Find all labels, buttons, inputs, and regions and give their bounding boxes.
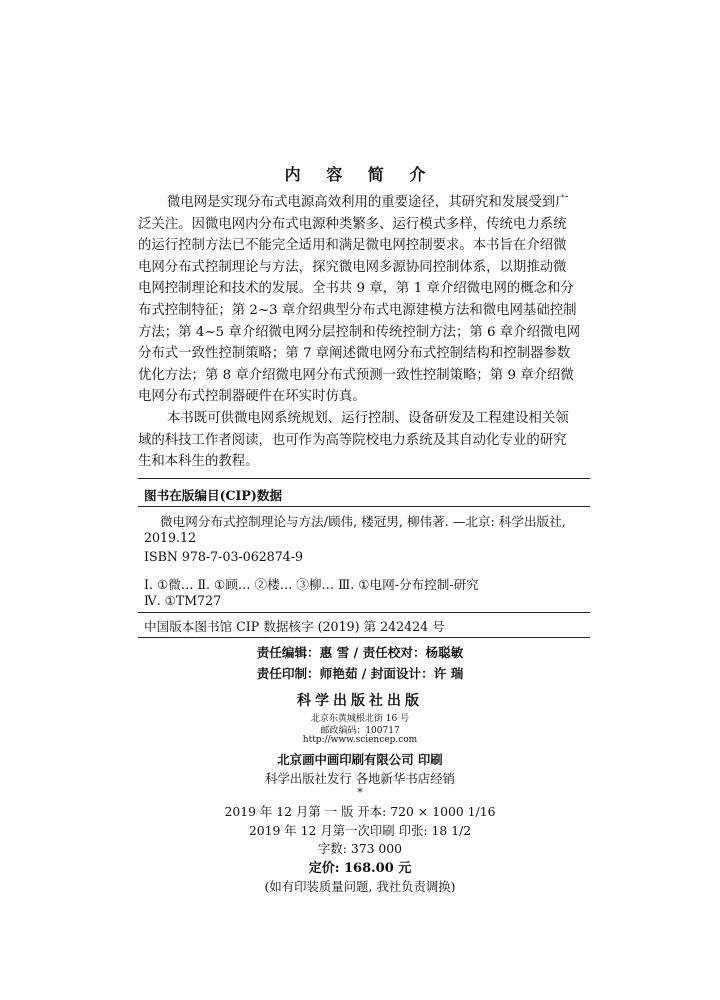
cip-library-record: 中国版本图书馆 CIP 数据核字 (2019) 第 242424 号 (144, 619, 445, 634)
abstract-line: 生和本科生的教程。 (138, 454, 259, 470)
abstract-line: 电网分布式控制理论与方法，探究微电网多源协同控制体系，以期推动微 (138, 259, 567, 275)
cip-citation-year: 2019.12 (144, 530, 197, 545)
abstract-line: 域的科技工作者阅读，也可作为高等院校电力系统及其自动化专业的研究 (138, 432, 567, 448)
cip-citation: 微电网分布式控制理论与方法/顾伟, 楼冠男, 柳伟著. —北京: 科学出版社, (160, 514, 566, 529)
abstract-line: 电网控制理论和技术的发展。全书共 9 章，第 1 章介绍微电网的概念和分 (138, 281, 574, 297)
credits-editors: 责任编辑：惠 雪 / 责任校对：杨聪敏 (256, 645, 464, 660)
cip-block (138, 478, 590, 638)
impression-info: 2019 年 12 月第一次印刷 印张: 18 1/2 (248, 823, 472, 838)
publisher-postcode: 邮政编码：100717 (320, 726, 400, 736)
publisher-address: 北京东黄城根北街 16 号 (310, 714, 410, 724)
abstract-line: 本书既可供微电网系统规划、运行控制、设备研发及工程建设相关领 (167, 410, 569, 426)
abstract-line: 泛关注。因微电网内分布式电源种类繁多、运行模式多样，传统电力系统 (138, 216, 567, 232)
publisher-website: http://www.sciencep.com (302, 735, 418, 745)
abstract-paragraph-1 (138, 192, 590, 408)
distribution: 科学出版社发行 各地新华书店经销 (265, 771, 455, 786)
abstract-line: 电网分布式控制器硬件在环实时仿真。 (138, 389, 366, 405)
quality-note: (如有印装质量问题, 我社负责调换) (264, 879, 456, 894)
price: 定价: 168.00 元 (308, 861, 412, 876)
abstract-line: 分布式一致性控制策略；第 7 章阐述微电网分布式控制结构和控制器参数 (138, 346, 571, 362)
cip-divider (138, 506, 590, 507)
star-separator: * (357, 786, 363, 799)
abstract-line: 的运行控制方法已不能完全适用和满足微电网控制要求。本书旨在介绍微 (138, 238, 567, 254)
cip-classification: Ⅰ. ①微… Ⅱ. ①顾… ②楼… ③柳… Ⅲ. ①电网-分布控制-研究 (144, 577, 479, 592)
abstract-line: 方法；第 4~5 章介绍微电网分层控制和传统控制方法；第 6 章介绍微电网 (138, 324, 581, 340)
credits-printing: 责任印制：师艳茹 / 封面设计：许 瑞 (256, 666, 464, 681)
publisher-name: 科学出版社出版 (297, 693, 423, 709)
cip-classification-2: Ⅳ. ①TM727 (144, 593, 222, 608)
edition-info: 2019 年 12 月第 一 版 开本: 720 × 1000 1/16 (224, 804, 496, 819)
cip-divider (138, 612, 590, 613)
cip-header: 图书在版编目(CIP)数据 (144, 488, 283, 503)
abstract (138, 192, 590, 473)
abstract-line: 布式控制特征；第 2~3 章介绍典型分布式电源建模方法和微电网基础控制 (138, 302, 577, 318)
word-count: 字数: 373 000 (317, 841, 403, 856)
abstract-line: 优化方法；第 8 章介绍微电网分布式预测一致性控制策略；第 9 章介绍微 (138, 367, 574, 383)
cip-isbn: ISBN 978-7-03-062874-9 (144, 549, 304, 564)
page-title: 内 容 简 介 (284, 165, 436, 184)
abstract-line: 微电网是实现分布式电源高效利用的重要途径，其研究和发展受到广 (167, 195, 569, 210)
printer: 北京画中画印刷有限公司 印刷 (277, 752, 443, 767)
abstract-paragraph-2 (138, 408, 590, 473)
